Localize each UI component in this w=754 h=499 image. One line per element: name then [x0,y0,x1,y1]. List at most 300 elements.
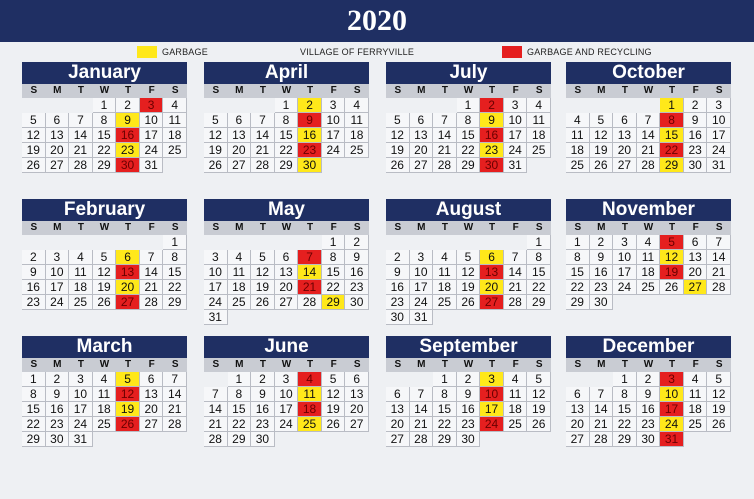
day-cell [140,235,164,250]
weekday-header-row [386,358,551,372]
week-row [386,402,551,417]
day-cell: 9 [116,113,140,128]
day-cell: 4 [298,372,322,387]
day-cell [457,235,481,250]
day-cell: 12 [116,387,140,402]
day-cell [480,235,504,250]
week-row [566,387,731,402]
day-cell: 26 [204,158,228,173]
weekday-label: M [417,359,426,370]
day-cell: 19 [251,280,275,295]
day-cell: 29 [457,158,481,173]
week-row [204,310,369,325]
day-cell: 25 [504,417,528,432]
day-cell: 2 [22,250,46,265]
day-cell: 15 [228,402,252,417]
day-cell: 30 [457,432,481,447]
day-cell: 24 [322,143,346,158]
month-february [22,199,187,325]
week-row [22,128,187,143]
day-cell: 30 [251,432,275,447]
day-cell: 28 [163,417,187,432]
weekday-label: M [53,222,62,233]
day-cell: 1 [93,98,117,113]
day-cell: 22 [433,417,457,432]
day-cell: 16 [590,265,614,280]
weekday-label: T [307,222,314,233]
day-cell: 20 [613,143,637,158]
day-cell: 7 [504,250,528,265]
day-cell: 19 [590,143,614,158]
weekday-label: W [643,359,654,370]
day-cell: 1 [228,372,252,387]
day-cell: 20 [566,417,590,432]
day-cell: 31 [504,158,528,173]
week-row [22,417,187,432]
day-cell: 5 [527,372,551,387]
week-row [204,98,369,113]
day-cell: 6 [410,113,434,128]
weekday-label: S [212,359,220,370]
day-cell: 27 [613,158,637,173]
month-december [566,336,731,462]
day-cell: 12 [22,128,46,143]
day-cell: 6 [140,372,164,387]
day-cell [345,158,369,173]
day-cell [298,310,322,325]
day-cell: 26 [322,417,346,432]
week-row [22,372,187,387]
month-header: August [386,199,551,221]
day-cell: 11 [637,250,661,265]
month-header: September [386,336,551,358]
day-cell [684,432,708,447]
day-cell: 20 [480,280,504,295]
day-cell: 7 [707,235,731,250]
day-cell: 25 [69,295,93,310]
day-cell: 30 [46,432,70,447]
day-cell [275,310,299,325]
day-cell: 1 [566,235,590,250]
day-cell: 7 [410,387,434,402]
day-cell: 19 [386,143,410,158]
day-cell: 1 [163,235,187,250]
day-cell: 27 [275,295,299,310]
day-cell: 5 [457,250,481,265]
week-row [204,372,369,387]
weekday-header-row [22,84,187,98]
day-cell: 23 [590,280,614,295]
day-cell: 17 [480,402,504,417]
day-cell: 15 [22,402,46,417]
week-row [386,372,551,387]
week-row [204,235,369,250]
day-cell [613,98,637,113]
day-cell: 17 [140,128,164,143]
day-cell: 27 [116,295,140,310]
day-cell: 29 [163,295,187,310]
day-cell: 19 [707,402,731,417]
day-cell [433,98,457,113]
day-cell: 28 [204,432,228,447]
week-row [22,143,187,158]
day-cell [433,235,457,250]
weekday-label: T [307,85,314,96]
day-cell: 5 [116,372,140,387]
day-cell [386,372,410,387]
week-row [204,387,369,402]
weekday-label: T [441,222,448,233]
day-cell: 30 [116,158,140,173]
day-cell: 30 [480,158,504,173]
day-cell: 8 [566,250,590,265]
day-cell: 26 [386,158,410,173]
day-cell: 5 [251,250,275,265]
day-cell [345,310,369,325]
day-cell: 27 [566,432,590,447]
day-cell: 7 [204,387,228,402]
weekday-label: T [441,359,448,370]
day-cell: 18 [298,402,322,417]
day-cell: 21 [251,143,275,158]
day-cell: 8 [527,250,551,265]
week-row [566,128,731,143]
weekday-label: M [235,359,244,370]
day-cell: 15 [457,128,481,143]
day-cell: 3 [480,372,504,387]
weekday-label: S [574,85,582,96]
month-header: October [566,62,731,84]
day-cell: 3 [504,98,528,113]
week-row [566,235,731,250]
weekday-label: M [235,85,244,96]
day-cell [410,98,434,113]
day-cell: 12 [386,128,410,143]
day-cell: 6 [228,113,252,128]
week-row [566,295,731,310]
day-cell: 16 [22,280,46,295]
week-row [566,143,731,158]
day-cell: 29 [660,158,684,173]
weekday-label: W [463,359,474,370]
week-row [566,432,731,447]
week-row [386,387,551,402]
weekday-label: W [463,85,474,96]
day-cell: 9 [251,387,275,402]
day-cell: 10 [707,113,731,128]
day-cell [69,98,93,113]
day-cell: 31 [69,432,93,447]
day-cell: 1 [22,372,46,387]
weekday-header-row [386,84,551,98]
day-cell: 4 [684,372,708,387]
day-cell: 13 [116,265,140,280]
day-cell: 25 [298,417,322,432]
day-cell: 14 [204,402,228,417]
day-cell: 28 [251,158,275,173]
day-cell: 15 [322,265,346,280]
day-cell: 22 [275,143,299,158]
day-cell: 14 [433,128,457,143]
day-cell: 29 [566,295,590,310]
day-cell: 12 [707,387,731,402]
day-cell: 8 [322,250,346,265]
day-cell: 17 [504,128,528,143]
day-cell: 17 [410,280,434,295]
day-cell [457,310,481,325]
day-cell: 21 [433,143,457,158]
day-cell: 1 [433,372,457,387]
weekday-label: T [669,85,676,96]
day-cell: 7 [69,113,93,128]
day-cell: 24 [204,295,228,310]
day-cell: 18 [527,128,551,143]
day-cell: 19 [457,280,481,295]
day-cell: 7 [251,113,275,128]
day-cell: 4 [504,372,528,387]
day-cell: 30 [684,158,708,173]
weekday-label: W [643,222,654,233]
day-cell: 28 [504,295,528,310]
day-cell: 28 [69,158,93,173]
day-cell: 25 [228,295,252,310]
day-cell: 13 [613,128,637,143]
day-cell: 16 [116,128,140,143]
day-cell: 13 [386,402,410,417]
weekday-label: M [53,85,62,96]
day-cell: 4 [93,372,117,387]
day-cell: 31 [140,158,164,173]
day-cell: 21 [69,143,93,158]
weekday-label: T [489,222,496,233]
day-cell: 14 [637,128,661,143]
day-cell: 19 [116,402,140,417]
day-cell [298,432,322,447]
day-cell: 6 [345,372,369,387]
day-cell: 12 [204,128,228,143]
day-cell: 14 [707,250,731,265]
day-cell: 16 [298,128,322,143]
week-row [386,265,551,280]
garbage-legend-label: GARBAGE [162,47,208,57]
day-cell: 28 [637,158,661,173]
weekday-label: W [281,85,292,96]
day-cell: 25 [566,158,590,173]
day-cell: 10 [613,250,637,265]
weekday-label: W [643,85,654,96]
day-cell: 23 [684,143,708,158]
day-cell: 25 [433,295,457,310]
day-cell: 24 [275,417,299,432]
day-cell: 18 [163,128,187,143]
day-cell: 13 [480,265,504,280]
day-cell: 4 [637,235,661,250]
day-cell: 23 [116,143,140,158]
day-cell [22,98,46,113]
day-cell: 4 [566,113,590,128]
day-cell [93,235,117,250]
day-cell: 11 [345,113,369,128]
day-cell: 23 [637,417,661,432]
week-row [386,158,551,173]
week-row [22,265,187,280]
weekday-label: T [621,359,628,370]
day-cell: 23 [345,280,369,295]
day-cell: 9 [684,113,708,128]
day-cell [707,432,731,447]
weekday-label: T [669,222,676,233]
month-april [204,62,369,188]
day-cell: 17 [204,280,228,295]
week-row [386,113,551,128]
day-cell: 7 [433,113,457,128]
weekday-label: W [463,222,474,233]
day-cell [410,235,434,250]
day-cell: 1 [457,98,481,113]
week-row [566,98,731,113]
day-cell: 27 [140,417,164,432]
day-cell: 9 [386,265,410,280]
day-cell: 23 [22,295,46,310]
day-cell: 29 [527,295,551,310]
day-cell: 2 [590,235,614,250]
day-cell: 10 [46,265,70,280]
day-cell: 8 [275,113,299,128]
day-cell: 26 [116,417,140,432]
garbage-swatch [137,46,157,58]
day-cell: 24 [140,143,164,158]
day-cell: 11 [566,128,590,143]
week-row [566,417,731,432]
day-cell: 27 [386,432,410,447]
day-cell: 22 [660,143,684,158]
weekday-label: F [148,85,155,96]
day-cell: 13 [410,128,434,143]
weekday-label: S [535,85,543,96]
day-cell: 27 [684,280,708,295]
day-cell: 7 [590,387,614,402]
day-cell: 29 [322,295,346,310]
week-row [204,250,369,265]
day-cell: 14 [590,402,614,417]
weekday-label: F [330,359,337,370]
day-cell: 9 [457,387,481,402]
week-row [204,158,369,173]
day-cell: 29 [22,432,46,447]
weekday-header-row [22,358,187,372]
day-cell: 15 [660,128,684,143]
day-cell: 20 [410,143,434,158]
day-cell: 6 [46,113,70,128]
day-cell: 12 [527,387,551,402]
day-cell [345,432,369,447]
week-row [204,295,369,310]
day-cell: 20 [116,280,140,295]
day-cell: 6 [566,387,590,402]
weekday-label: M [417,85,426,96]
day-cell: 2 [46,372,70,387]
day-cell: 12 [322,387,346,402]
weekday-label: F [148,222,155,233]
day-cell: 18 [228,280,252,295]
day-cell: 10 [204,265,228,280]
weekday-label: F [692,359,699,370]
day-cell: 30 [386,310,410,325]
weekday-label: F [512,222,519,233]
day-cell [116,235,140,250]
day-cell: 1 [660,98,684,113]
weekday-header-row [204,84,369,98]
day-cell: 17 [707,128,731,143]
day-cell: 14 [504,265,528,280]
week-row [22,295,187,310]
day-cell [251,310,275,325]
day-cell: 18 [69,280,93,295]
day-cell: 15 [163,265,187,280]
weekday-label: T [77,359,84,370]
day-cell: 14 [163,387,187,402]
day-cell: 8 [660,113,684,128]
day-cell: 7 [298,250,322,265]
day-cell [527,158,551,173]
day-cell [228,310,252,325]
day-cell [322,310,346,325]
day-cell: 15 [527,265,551,280]
weekday-label: S [574,359,582,370]
weekday-label: T [125,359,132,370]
day-cell: 22 [93,143,117,158]
day-cell: 21 [163,402,187,417]
day-cell: 7 [637,113,661,128]
weekday-label: S [535,222,543,233]
weekday-label: S [715,85,723,96]
day-cell [251,235,275,250]
day-cell: 17 [613,265,637,280]
day-cell: 10 [660,387,684,402]
day-cell: 24 [504,143,528,158]
weekday-label: T [489,359,496,370]
day-cell: 11 [684,387,708,402]
day-cell: 27 [46,158,70,173]
week-row [204,143,369,158]
day-cell: 13 [46,128,70,143]
day-cell [228,235,252,250]
day-cell [480,432,504,447]
weekday-label: S [30,222,38,233]
week-row [204,417,369,432]
day-cell: 12 [93,265,117,280]
day-cell: 27 [345,417,369,432]
day-cell: 10 [504,113,528,128]
weekday-label: S [353,85,361,96]
day-cell [386,98,410,113]
day-cell: 25 [637,280,661,295]
week-row [22,280,187,295]
weekday-label: T [259,222,266,233]
day-cell: 15 [433,402,457,417]
weekday-label: M [597,359,606,370]
day-cell: 16 [251,402,275,417]
day-cell: 8 [228,387,252,402]
day-cell: 16 [637,402,661,417]
day-cell: 1 [322,235,346,250]
week-row [386,250,551,265]
day-cell: 6 [480,250,504,265]
month-header: April [204,62,369,84]
day-cell: 22 [322,280,346,295]
day-cell: 9 [590,250,614,265]
week-row [204,265,369,280]
